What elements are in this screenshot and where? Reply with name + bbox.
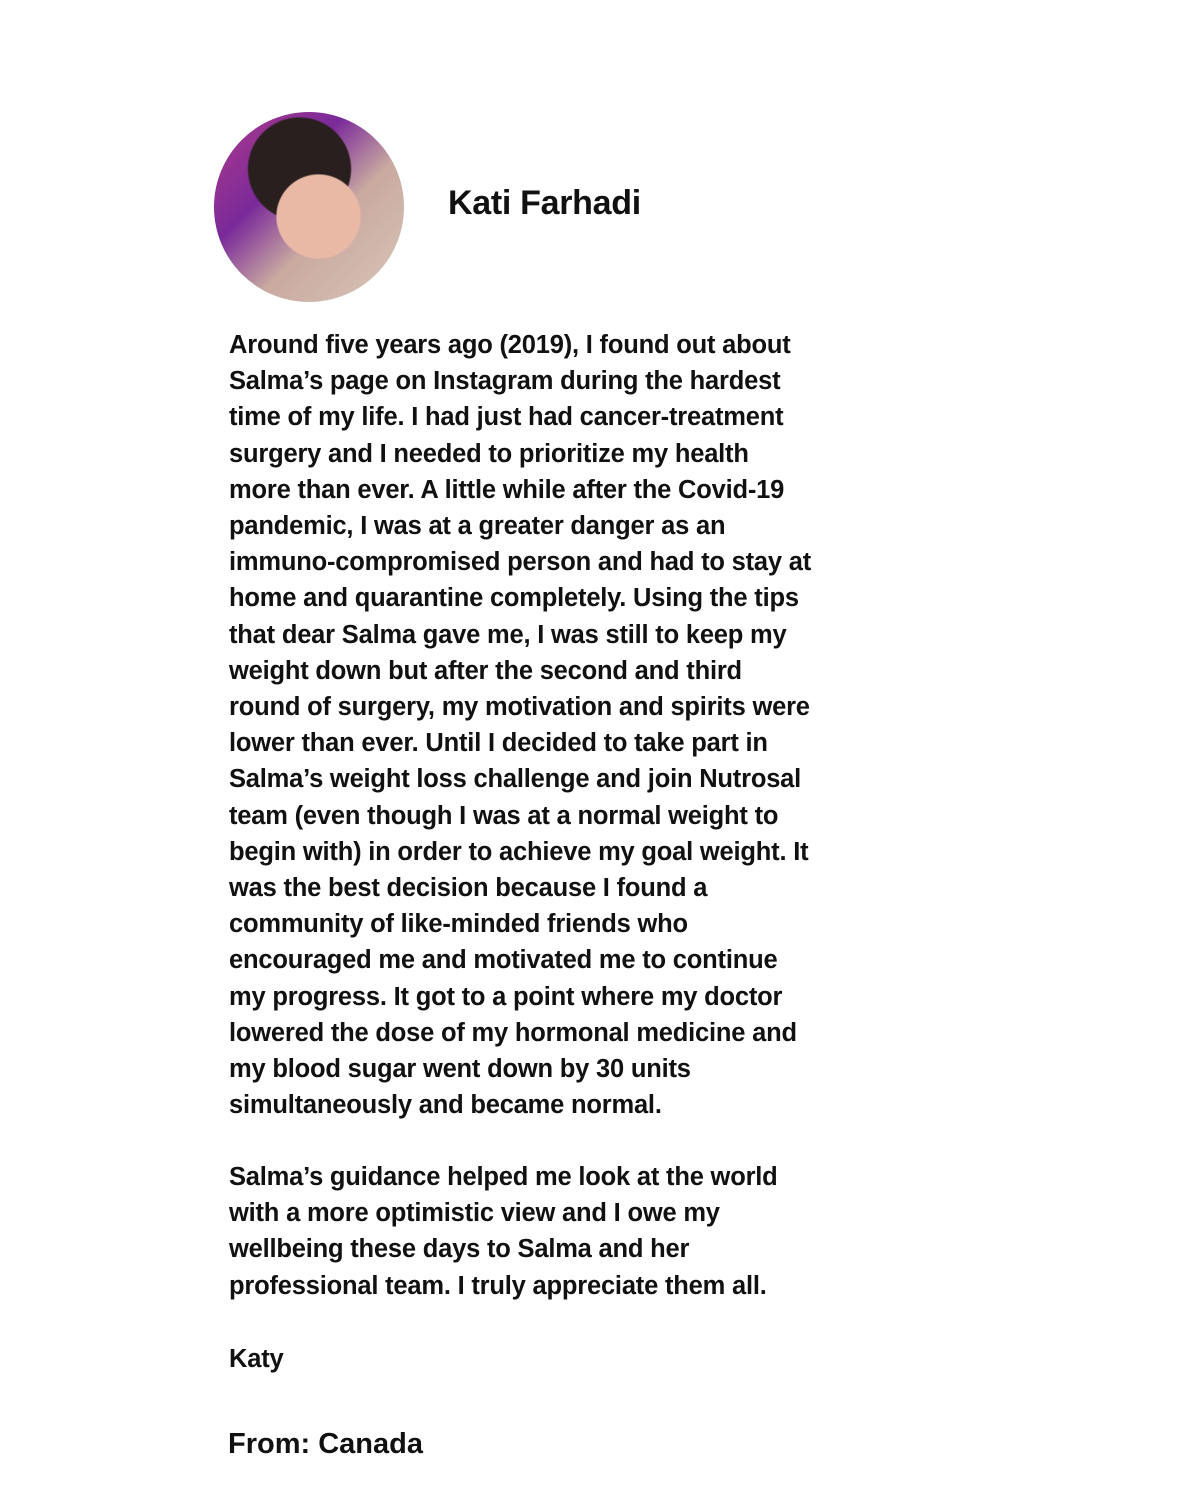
text-line: round of surgery, my motivation and spirits were: [229, 693, 810, 722]
text-line: simultaneously and became normal.: [229, 1091, 662, 1120]
text-line: Around five years ago (2019), I found out about: [229, 331, 791, 359]
text-line: wellbeing these days to Salma and her: [229, 1235, 690, 1264]
text-line: with a more optimistic view and I owe my: [229, 1199, 720, 1228]
text-line: professional team. I truly appreciate them all.: [229, 1271, 767, 1300]
text-line: home and quarantine completely. Using the tips: [229, 584, 799, 613]
signature: Katy: [229, 1345, 284, 1373]
text-line: lowered the dose of my hormonal medicine and: [229, 1018, 797, 1047]
text-line: begin with) in order to achieve my goal weight. It: [229, 837, 809, 866]
text-line: that dear Salma gave me, I was still to keep my: [229, 620, 787, 649]
text-line: Salma’s page on Instagram during the hardest: [229, 367, 781, 396]
testimonial-paragraph-2: [229, 1159, 778, 1304]
profile-name: Kati Farhadi: [448, 184, 641, 222]
text-line: was the best decision because I found a: [229, 874, 708, 903]
text-line: pandemic, I was at a greater danger as an: [229, 512, 726, 541]
text-line: time of my life. I had just had cancer-treatment: [229, 403, 784, 432]
text-line: weight down but after the second and third: [229, 656, 742, 685]
text-line: my blood sugar went down by 30 units: [229, 1055, 691, 1084]
text-line: lower than ever. Until I decided to take part in: [229, 729, 768, 758]
text-line: Salma’s guidance helped me look at the world: [229, 1163, 778, 1191]
text-line: team (even though I was at a normal weight to: [229, 801, 779, 830]
text-line: Salma’s weight loss challenge and join Nutrosal: [229, 765, 802, 794]
location: From: Canada: [228, 1428, 423, 1460]
text-line: my progress. It got to a point where my doctor: [229, 982, 783, 1011]
text-line: community of like-minded friends who: [229, 910, 688, 939]
text-line: immuno-compromised person and had to stay at: [229, 548, 812, 577]
text-line: surgery and I needed to prioritize my health: [229, 439, 749, 468]
profile-avatar: [214, 112, 404, 302]
text-line: encouraged me and motivated me to continue: [229, 946, 778, 975]
testimonial-paragraph-1: [229, 327, 811, 1123]
text-line: more than ever. A little while after the Covid-19: [229, 475, 785, 504]
